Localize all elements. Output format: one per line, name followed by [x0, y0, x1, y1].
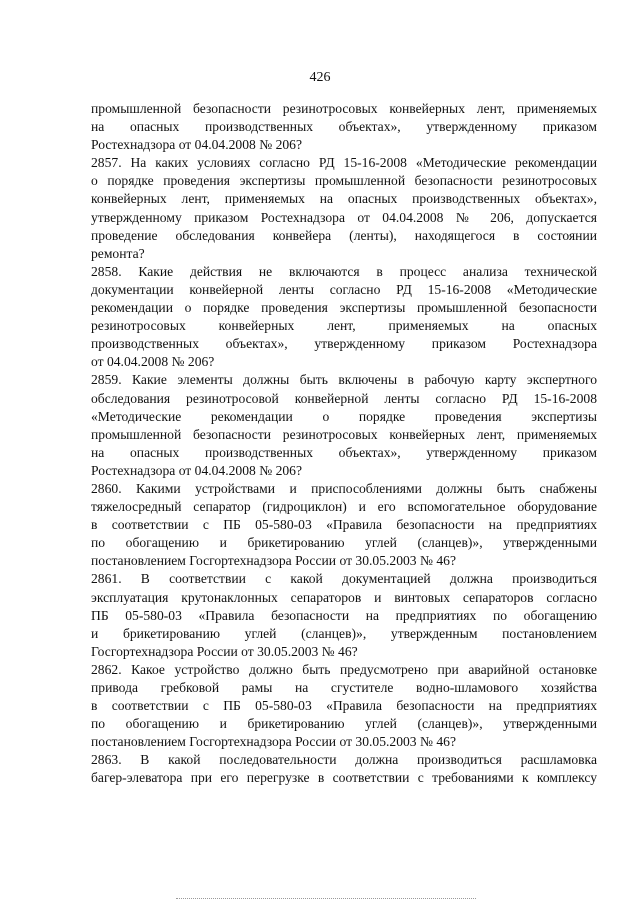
text-line: на опасных производственных объектах», утвержденному приказом: [91, 444, 597, 460]
text-line: обследования резинотросовой конвейерной ленты согласно РД 15-16-2008: [91, 390, 597, 406]
text-line: 2863. В какой последовательности должна производиться расшламовка: [91, 752, 597, 768]
text-line: в соответствии с ПБ 05-580-03 «Правила безопасности на предприятиях: [91, 698, 597, 714]
text-line: промышленной безопасности резинотросовых конвейерных лент, применяемых: [91, 426, 597, 442]
text-line: по обогащению и брикетированию углей (сланцев)», утвержденными: [91, 535, 597, 551]
text-line: резинотросовых конвейерных лент, применяемых на опасных: [91, 318, 597, 334]
text-line: 2862. Какое устройство должно быть предусмотрено при аварийной остановке: [91, 661, 597, 677]
text-line: постановлением Госгортехнадзора России от 30.05.2003 № 46?: [91, 553, 456, 569]
text-line: Ростехнадзора от 04.04.2008 № 206?: [91, 462, 303, 478]
text-line: постановлением Госгортехнадзора России от 30.05.2003 № 46?: [91, 734, 456, 750]
text-line: эксплуатация крутонаклонных сепараторов и винтовых сепараторов согласно: [91, 589, 597, 605]
scan-edge-mark: [176, 898, 476, 900]
text-line: конвейерных лент, применяемых на опасных производственных объектах»,: [91, 191, 597, 207]
text-line: 2861. В соответствии с какой документацией должна производиться: [91, 571, 597, 587]
text-line: Госгортехнадзора России от 30.05.2003 № 46?: [91, 643, 358, 659]
text-line: утвержденному приказом Ростехнадзора от 04.04.2008 № 206, допускается: [91, 209, 597, 225]
text-line: и брикетированию углей (сланцев)», утвержденным постановлением: [91, 625, 597, 641]
text-line: рекомендации о порядке проведения экспертизы промышленной безопасности: [91, 300, 597, 316]
text-line: привода гребковой рамы на сгустителе водно-шламового хозяйства: [91, 680, 597, 695]
text-line: ремонта?: [91, 245, 145, 261]
text-line: 2859. Какие элементы должны быть включены в рабочую карту экспертного: [91, 372, 597, 388]
text-line: 2860. Какими устройствами и приспособлениями должны быть снабжены: [91, 480, 597, 496]
text-line: производственных объектах», утвержденному приказом Ростехнадзора: [91, 336, 597, 352]
text-line: по обогащению и брикетированию углей (сланцев)», утвержденными: [91, 716, 597, 732]
text-line: в соответствии с ПБ 05-580-03 «Правила безопасности на предприятиях: [91, 517, 597, 533]
text-line: «Методические рекомендации о порядке проведения экспертизы: [91, 408, 597, 424]
text-line: 2858. Какие действия не включаются в процесс анализа технической: [91, 263, 597, 279]
text-line: Ростехнадзора от 04.04.2008 № 206?: [91, 137, 303, 153]
text-line: ПБ 05-580-03 «Правила безопасности на предприятиях по обогащению: [91, 607, 597, 623]
page-number: 426: [309, 70, 331, 85]
text-line: документации конвейерной ленты согласно РД 15-16-2008 «Методические: [91, 281, 597, 297]
text-line: 2857. На каких условиях согласно РД 15-16-2008 «Методические рекомендации: [91, 155, 597, 171]
text-line: багер-элеватора при его перегрузке в соответствии с требованиями к комплексу: [91, 770, 597, 786]
text-line: проведение обследования конвейера (ленты), находящегося в состоянии: [91, 227, 597, 243]
text-line: на опасных производственных объектах», утвержденному приказом: [91, 119, 597, 135]
document-text: [91, 100, 597, 788]
text-line: от 04.04.2008 № 206?: [91, 354, 215, 370]
text-line: промышленной безопасности резинотросовых конвейерных лент, применяемых: [91, 101, 597, 116]
text-line: о порядке проведения экспертизы промышленной безопасности резинотросовых: [91, 173, 597, 189]
text-line: тяжелосредный сепаратор (гидроциклон) и его вспомогательное оборудование: [91, 499, 597, 515]
